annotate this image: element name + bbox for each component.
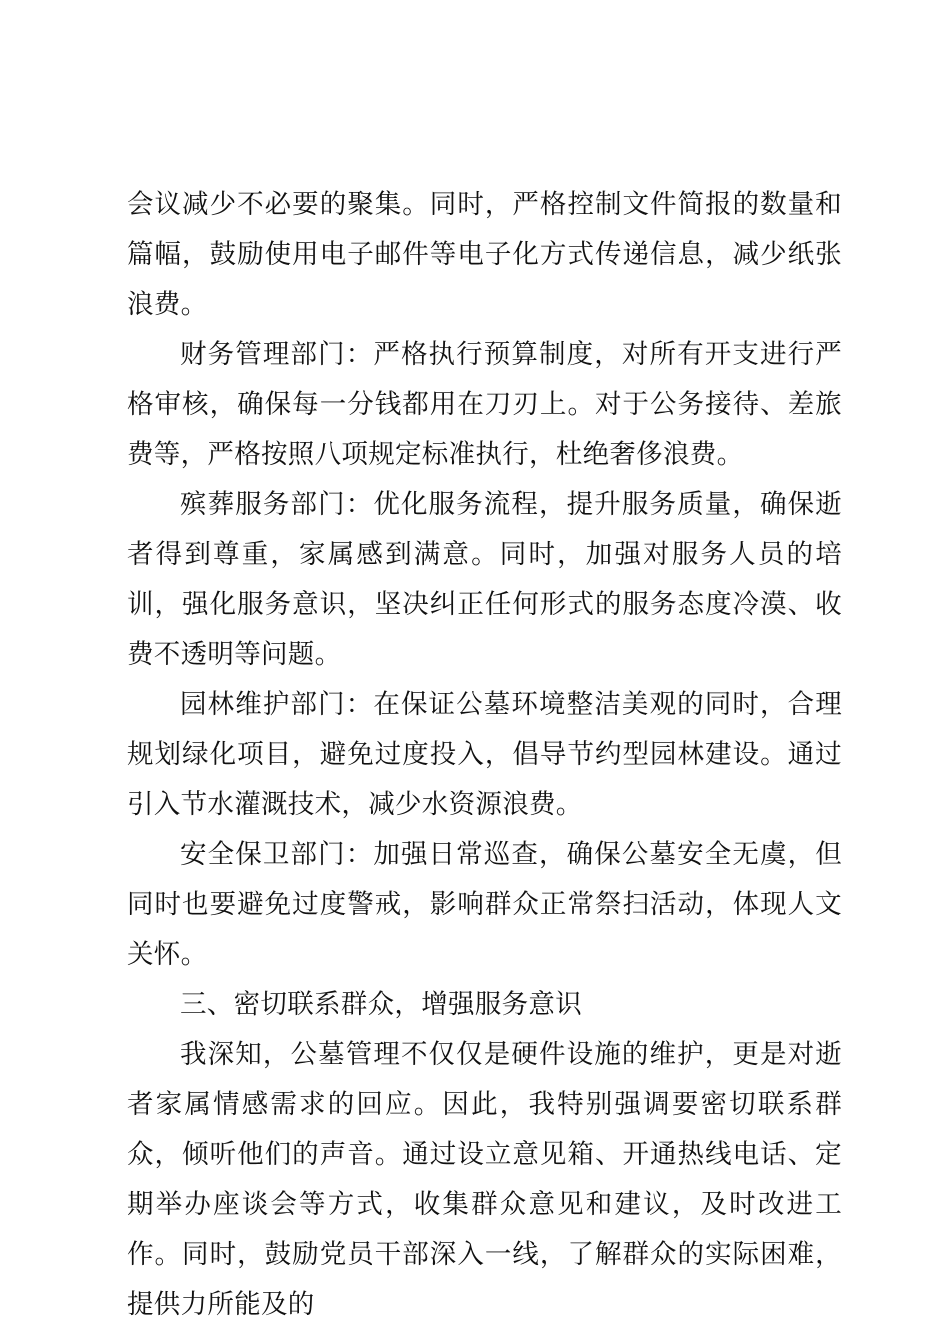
section-heading-contact-masses: 三、密切联系群众，增强服务意识 [180, 989, 582, 1020]
document-body [127, 180, 842, 1330]
paragraph-contact-masses: 我深知，公墓管理不仅仅是硬件设施的维护，更是对逝者家属情感需求的回应。因此，我特别强调要密切联系群众，倾听他们的声音。通过设立意见箱、开通热线电话、定期举办座谈会等方式，收集群众意见和建议，及时改进工作。同时，鼓励党员干部深入一线，了解群众的实际困难，提供力所能及的 [127, 1039, 842, 1320]
paragraph-funeral-service-department: 殡葬服务部门：优化服务流程，提升服务质量，确保逝者得到尊重，家属感到满意。同时，加强对服务人员的培训，强化服务意识，坚决纠正任何形式的服务态度冷漠、收费不透明等问题。 [127, 489, 842, 670]
paragraph-finance-department: 财务管理部门：严格执行预算制度，对所有开支进行严格审核，确保每一分钱都用在刀刃上。对于公务接待、差旅费等，严格按照八项规定标准执行，杜绝奢侈浪费。 [127, 339, 842, 470]
paragraph-meeting-paper-saving: 会议减少不必要的聚集。同时，严格控制文件简报的数量和篇幅，鼓励使用电子邮件等电子化方式传递信息，减少纸张浪费。 [127, 189, 842, 320]
paragraph-security-department: 安全保卫部门：加强日常巡查，确保公墓安全无虞，但同时也要避免过度警戒，影响群众正常祭扫活动，体现人文关怀。 [127, 839, 842, 970]
paragraph-landscape-maintenance-department: 园林维护部门：在保证公墓环境整洁美观的同时，合理规划绿化项目，避免过度投入，倡导节约型园林建设。通过引入节水灌溉技术，减少水资源浪费。 [127, 689, 842, 820]
